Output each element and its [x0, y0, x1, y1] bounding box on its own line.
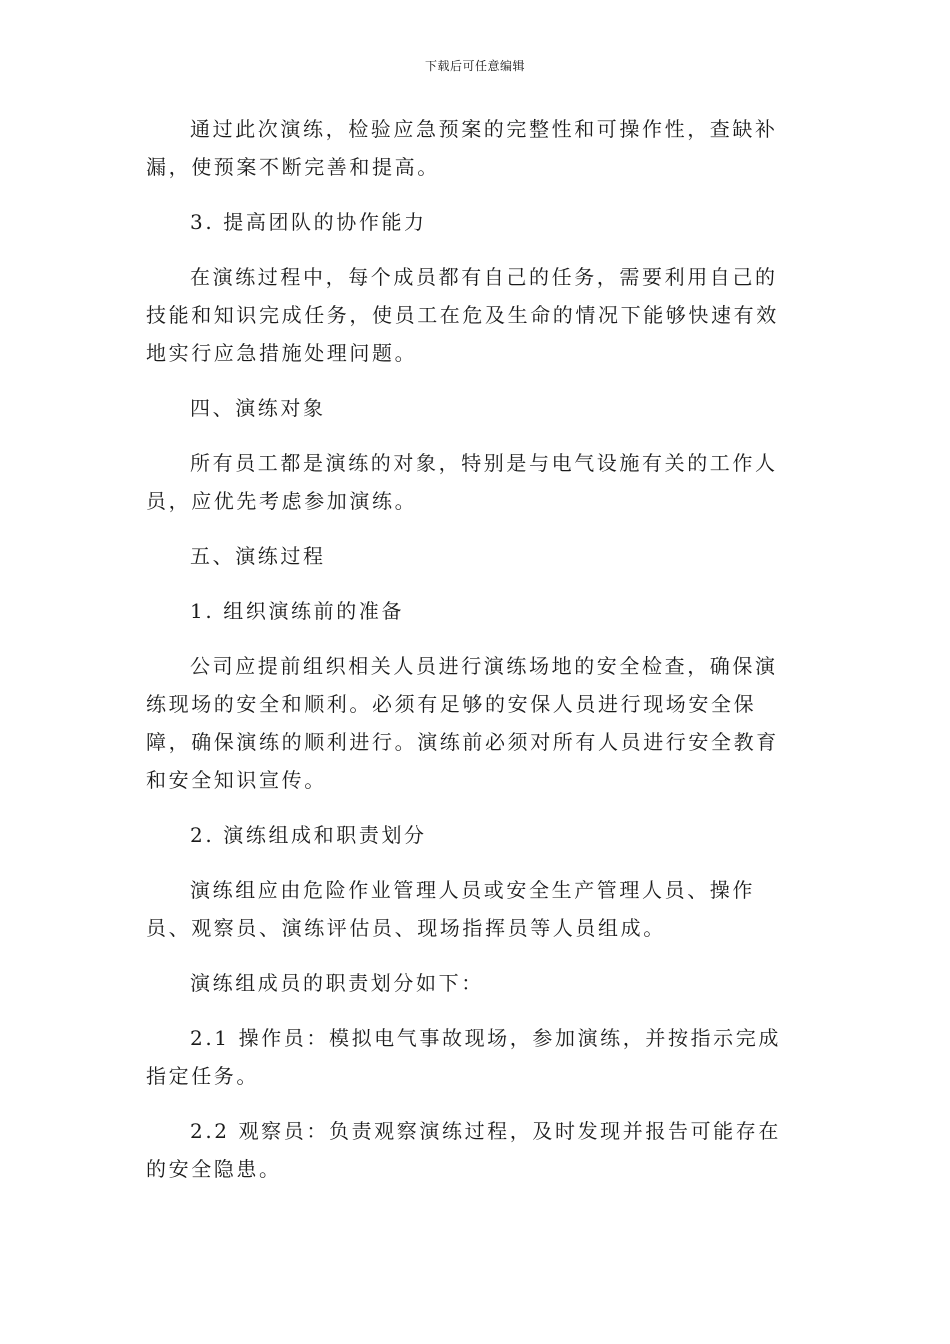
paragraph-teamwork: 在演练过程中，每个成员都有自己的任务，需要利用自己的技能和知识完成任务，使员工在危及生命的情况下能够快速有效地实行应急措施处理问题。 — [146, 265, 779, 365]
subheading-preparation: 1. 组织演练前的准备 — [190, 599, 405, 623]
paragraph-composition: 演练组应由危险作业管理人员或安全生产管理人员、操作员、观察员、演练评估员、现场指挥员等人员组成。 — [146, 878, 755, 940]
paragraph-drill-target: 所有员工都是演练的对象，特别是与电气设施有关的工作人员，应优先考虑参加演练。 — [146, 451, 778, 513]
paragraph-plan-improvement: 通过此次演练，检验应急预案的完整性和可操作性，查缺补漏，使预案不断完善和提高。 — [146, 117, 778, 179]
page-header-note: 下载后可任意编辑 — [424, 59, 525, 73]
section-heading-drill-process: 五、演练过程 — [190, 544, 326, 568]
paragraph-preparation: 公司应提前组织相关人员进行演练场地的安全检查，确保演练现场的安全和顺利。必须有足够的安保人员进行现场安全保障，确保演练的顺利进行。演练前必须对所有人员进行安全教育和安全知识宣传。 — [146, 654, 779, 792]
paragraph-operator-duty: 2.1 操作员：模拟电气事故现场，参加演练，并按指示完成指定任务。 — [146, 1026, 781, 1088]
paragraph-duties-intro: 演练组成员的职责划分如下： — [190, 971, 484, 995]
subheading-teamwork: 3. 提高团队的协作能力 — [190, 210, 427, 234]
section-heading-drill-target: 四、演练对象 — [190, 396, 326, 420]
document-body — [146, 110, 796, 1205]
paragraph-observer-duty: 2.2 观察员：负责观察演练过程，及时发现并报告可能存在的安全隐患。 — [146, 1119, 781, 1181]
subheading-composition-duties: 2. 演练组成和职责划分 — [190, 823, 427, 847]
